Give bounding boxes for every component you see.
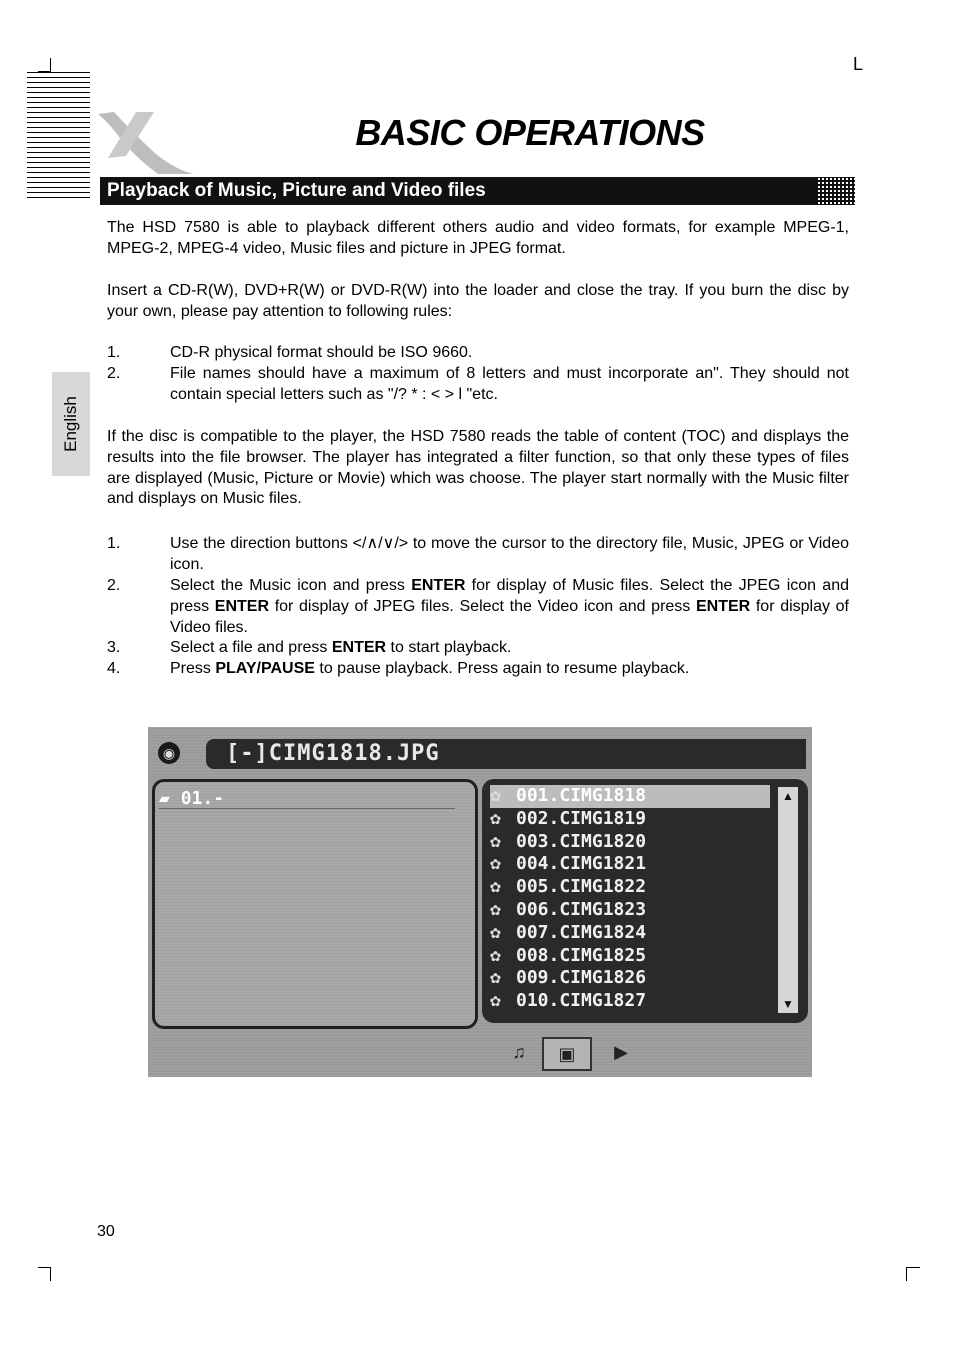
page-number: 30 [97,1223,115,1240]
key-name: PLAY/PAUSE [215,660,315,677]
step-text-part: for display of JPEG files. Select the Video icon and press [269,597,696,615]
rule-number: 1. [107,344,121,361]
crop-mark-bottom-right-v [906,1267,907,1281]
photo-icon: ✿ [490,830,501,852]
photo-icon: ✿ [490,785,501,806]
photo-icon: ✿ [490,921,501,943]
step-item [107,659,849,680]
file-row [490,831,770,854]
file-row [490,899,770,922]
page-title: BASIC OPERATIONS [355,112,705,153]
section-header [100,177,855,205]
photo-icon: ✿ [490,898,501,920]
crop-mark-bottom-right-h [906,1267,920,1268]
folder-row [159,788,455,809]
language-label: English [61,396,80,452]
file-name: 008.CIMG1825 [516,944,647,966]
camera-icon: ▣ [542,1037,592,1071]
photo-icon: ✿ [490,990,501,1012]
disc-icon: ◉ [158,742,180,764]
rule-text: CD-R physical format should be ISO 9660. [170,344,473,361]
file-row [490,967,770,990]
step-text [170,638,849,659]
file-row [490,853,770,876]
compat-paragraph: If the disc is compatible to the player, the HSD 7580 reads the table of content (TOC) and displays the results into the file browser. The player has integrated a filter function, so that only these types of files are displayed (Music, Picture or Movie) which was choose. The player start normally with the Music filter and displays on Music files. [107,428,849,508]
file-name: 009.CIMG1826 [516,967,647,989]
file-row [490,990,770,1013]
file-name: 007.CIMG1824 [516,921,647,943]
step-text-part: Select the Music icon and press [170,577,412,594]
file-name: 005.CIMG1822 [516,876,647,898]
scroll-up-icon: ▲ [782,789,794,803]
step-text-part: to pause playback. Press again to resume playback. [314,660,690,677]
key-name: ENTER [695,597,751,615]
photo-icon: ✿ [490,944,501,966]
file-name: 001.CIMG1818 [516,785,647,806]
step-text-part: to start playback. [386,639,512,656]
step-number: 2. [107,577,121,594]
file-list-panel [482,779,808,1023]
file-row [490,808,770,831]
rule-item [107,364,849,406]
section-pattern [817,177,855,205]
folder-name: 01.- [180,788,225,809]
file-name: 010.CIMG1827 [516,990,647,1012]
step-number: 4. [107,660,121,677]
step-item [107,534,849,576]
rule-text: File names should have a maximum of 8 letters and must incorporate an". They should not contain special letters such as "/? * : < > l "etc. [170,365,849,403]
step-text-part: Select a file and press [170,639,332,656]
file-row [490,876,770,899]
step-text: Use the direction buttons </∧/∨/> to move the cursor to the directory file, Music, JPEG or Video icon. [170,535,849,573]
step-number: 3. [107,639,121,656]
file-row [490,785,770,808]
current-path: [-]CIMG1818.JPG [226,741,440,766]
brand-logo [96,108,196,178]
key-name: ENTER [214,597,270,615]
step-item [107,576,849,638]
photo-icon: ✿ [490,853,501,875]
folder-panel [152,779,478,1029]
section-title: Playback of Music, Picture and Video files [107,180,486,201]
step-text [170,576,849,638]
step-number: 1. [107,535,121,552]
crop-mark-top-left-v [50,58,51,72]
language-tab [52,372,90,476]
file-name: 004.CIMG1821 [516,853,647,875]
key-name: ENTER [331,639,387,656]
file-name: 006.CIMG1823 [516,898,647,920]
file-name: 003.CIMG1820 [516,830,647,852]
photo-icon: ✿ [490,967,501,989]
file-list [490,785,770,1013]
decorative-stripes [27,72,90,200]
photo-icon: ✿ [490,807,501,829]
scrollbar [778,787,798,1013]
photo-icon: ✿ [490,876,501,898]
rule-number: 2. [107,365,121,382]
step-text-part: Press [170,660,216,677]
intro-paragraph: The HSD 7580 is able to playback different others audio and video formats, for example MPEG-1, MPEG-2, MPEG-4 video, Music files and picture in JPEG format. [107,219,849,257]
file-row [490,922,770,945]
file-row [490,945,770,968]
filter-mode-bar [496,1035,646,1069]
crop-mark-bottom-left-v [50,1267,51,1281]
music-note-icon: ♫ [512,1042,526,1062]
file-name: 002.CIMG1819 [516,807,647,829]
folder-icon: ▰ [159,788,181,809]
step-text [170,659,849,680]
file-browser-screenshot [148,727,812,1077]
path-bar [206,739,806,769]
play-icon: ▶ [614,1042,628,1062]
insert-paragraph: Insert a CD-R(W), DVD+R(W) or DVD-R(W) into the loader and close the tray. If you burn the disc by your own, please pay attention to following rules: [107,282,849,320]
step-item [107,638,849,659]
scroll-down-icon: ▼ [782,997,794,1011]
corner-mark-top-right: L [853,54,864,74]
key-name: ENTER [411,577,466,594]
step-text-part: for display of Music files. Select the JPEG icon and press [170,577,849,615]
rule-item [107,343,849,364]
step-text-part: for display of Video files. [170,597,850,636]
